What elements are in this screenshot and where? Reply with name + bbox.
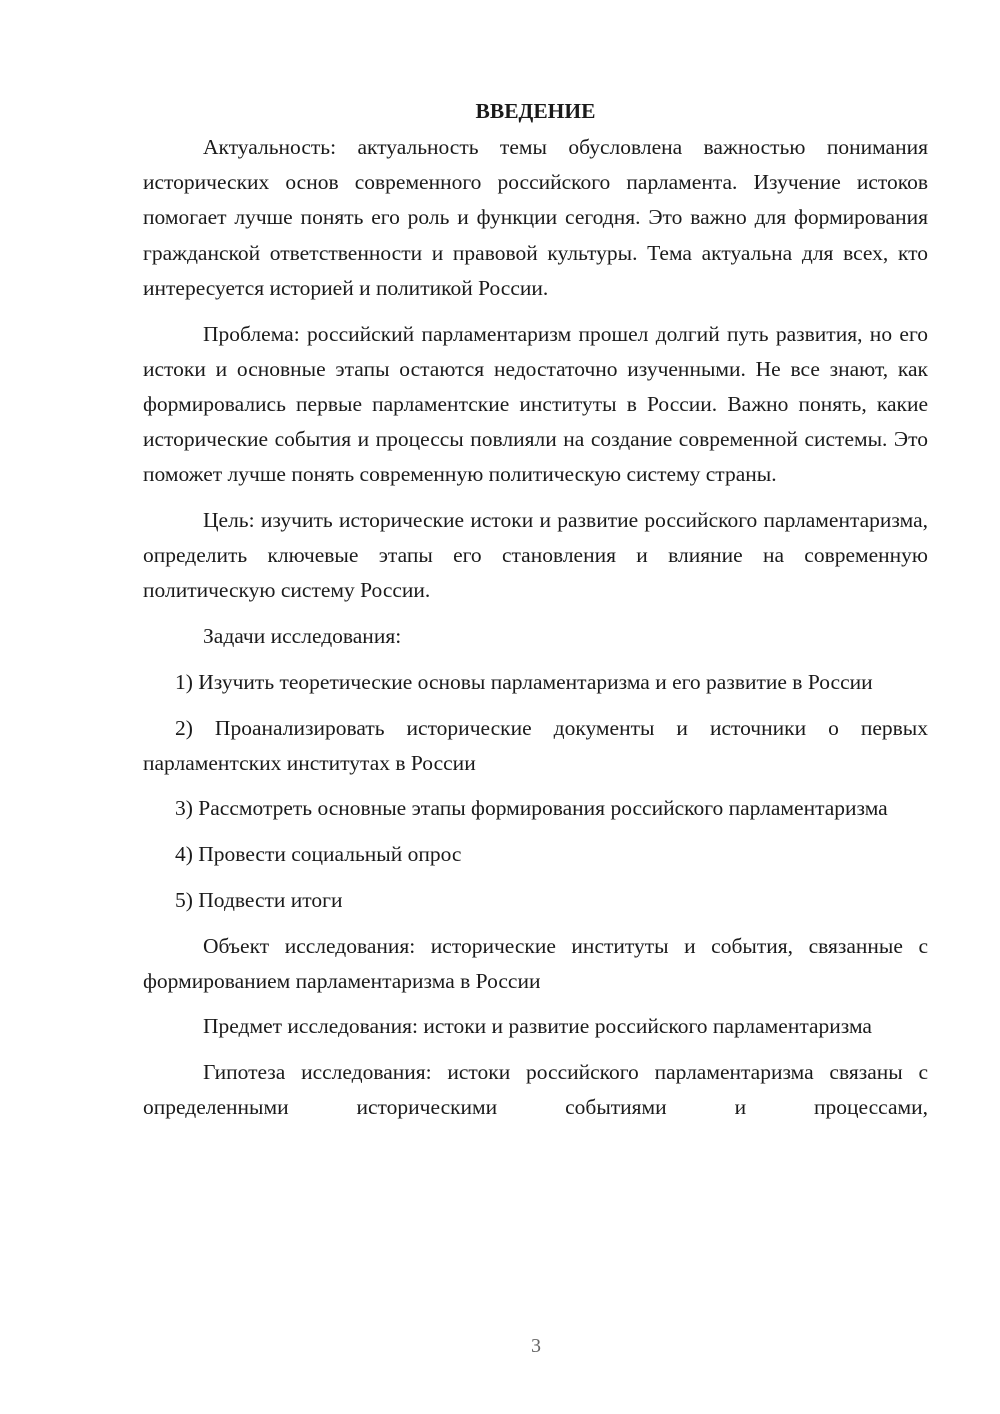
paragraph-object: Объект исследования: исторические институты и события, связанные с формированием парламентаризма в России — [143, 933, 928, 993]
paragraph-hypothesis: Гипотеза исследования: истоки российского парламентаризма связаны с определенными историческими событиями и процессами, — [143, 1060, 928, 1120]
paragraph-subject: Предмет исследования: истоки и развитие российского парламентаризма — [203, 1014, 872, 1039]
task-item: 1) Изучить теоретические основы парламентаризма и его развитие в России — [175, 669, 873, 694]
task-item: 3) Рассмотреть основные этапы формирования российского парламентаризма — [175, 796, 888, 821]
page-number: 3 — [531, 1335, 541, 1357]
task-item: 5) Подвести итоги — [175, 887, 343, 912]
document-body — [143, 96, 928, 1126]
paragraph-goal: Цель: изучить исторические истоки и развитие российского парламентаризма, определить ключевые этапы его становления и влияние на современную политическую систему России. — [143, 508, 928, 603]
paragraph-problem: Проблема: российский парламентаризм прошел долгий путь развития, но его истоки и основные этапы остаются недостаточно изученными. Не все знают, как формировались первые парламентские институты в России. Важно понять, какие исторические события и процессы повлияли на создание современной системы. Это поможет лучше понять современную политическую систему страны. — [143, 321, 928, 487]
task-item: 4) Провести социальный опрос — [175, 842, 462, 867]
task-item: 2) Проанализировать исторические документы и источники о первых парламентских институтах в России — [143, 715, 928, 775]
section-title: ВВЕДЕНИЕ — [475, 99, 596, 123]
paragraph-actuality: Актуальность: актуальность темы обусловлена важностью понимания исторических основ современного российского парламента. Изучение истоков помогает лучше понять его роль и функции сегодня. Это важно для формирования гражданской ответственности и правовой культуры. Тема актуальна для всех, кто интересуется историей и политикой России. — [143, 135, 928, 300]
paragraph-tasks-heading: Задачи исследования: — [203, 624, 402, 649]
